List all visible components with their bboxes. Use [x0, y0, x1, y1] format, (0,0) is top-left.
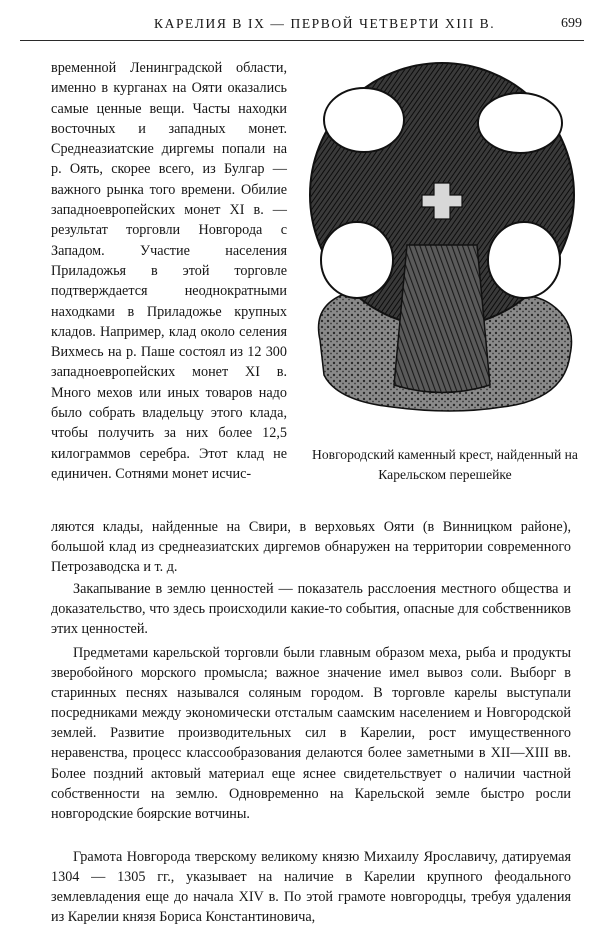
cross-hole-bottom-right	[488, 222, 560, 298]
paragraph-hoards: Закапывание в землю ценностей — показатель расслоения местного общества и доказательство, что здесь происходили какие-то события, опасные для собственников этих ценностей.	[51, 581, 571, 638]
running-header	[20, 10, 584, 41]
stone-cross-illustration	[302, 55, 582, 435]
cross-hole-top-left	[324, 88, 404, 152]
paragraph-continuation: ляются клады, найденные на Свири, в верховьях Ояти (в Винницком районе), большой клад из среднеазиатских диргемов обнаружен на территории современного Петрозаводска и т. д.	[51, 519, 571, 576]
page-number: 699	[561, 16, 582, 31]
running-title: КАРЕЛИЯ В IX — ПЕРВОЙ ЧЕТВЕРТИ XIII В.	[154, 16, 496, 31]
cross-shaft	[394, 245, 490, 393]
paragraph-charter: Грамота Новгорода тверскому великому князю Михаилу Ярославичу, датируемая 1304 — 1305 гг., указывает на наличие в Карелии крупного феодального землевладения еще до начала XIV в. По этой грамоте новгородцы, требуя удаления из Карелии князя Бориса Константиновича,	[51, 849, 571, 926]
stone-cross-drawing	[302, 55, 582, 435]
cross-hole-bottom-left	[321, 222, 393, 298]
figure-caption: Новгородский каменный крест, найденный на Карельском перешейке	[312, 447, 578, 482]
cross-hole-top-right	[478, 93, 562, 153]
column-paragraph: временной Ленинградской области, именно в курганах на Ояти оказались самые ценные вещи. Часты находки восточных и западных монет. Среднеазиатские диргемы попали на р. Оять, скорее всего, из Булгар — важного рынка того времени. Обилие западноевропейских монет XI в. — результат торговли Новгорода с Западом. Участие населения Приладожья в этой торговле подтверждается неоднократными находками в Приладожье крупных кладов. Например, клад около селения Вихмесь на р. Паше состоял из 12 300 западноевропейских монет XI в. Много мехов или иных товаров надо было собрать владельцу этого клада, чтобы получить за них более 12,5 килограммов серебра. Этот клад не единичен. Сотнями монет исчис-	[51, 60, 287, 482]
paragraph-trade: Предметами карельской торговли были главным образом меха, рыба и продукты зверобойного морского промысла; важное значение имел вывоз соли. Выборг в старинных песнях назывался соляным городом. В торговле карелы выступали посредниками между экономически отсталым саамским населением и Новгородской землей. Развитие производительных сил в Карелии, рост имущественного неравенства, процесс классообразования делаются более заметными в XII—XIII вв. Более поздний актовый материал еще яснее свидетельствует о наличии частной собственности на землю. Одновременно на Карельской земле быстро росли новгородские боярские вотчины.	[51, 645, 571, 822]
